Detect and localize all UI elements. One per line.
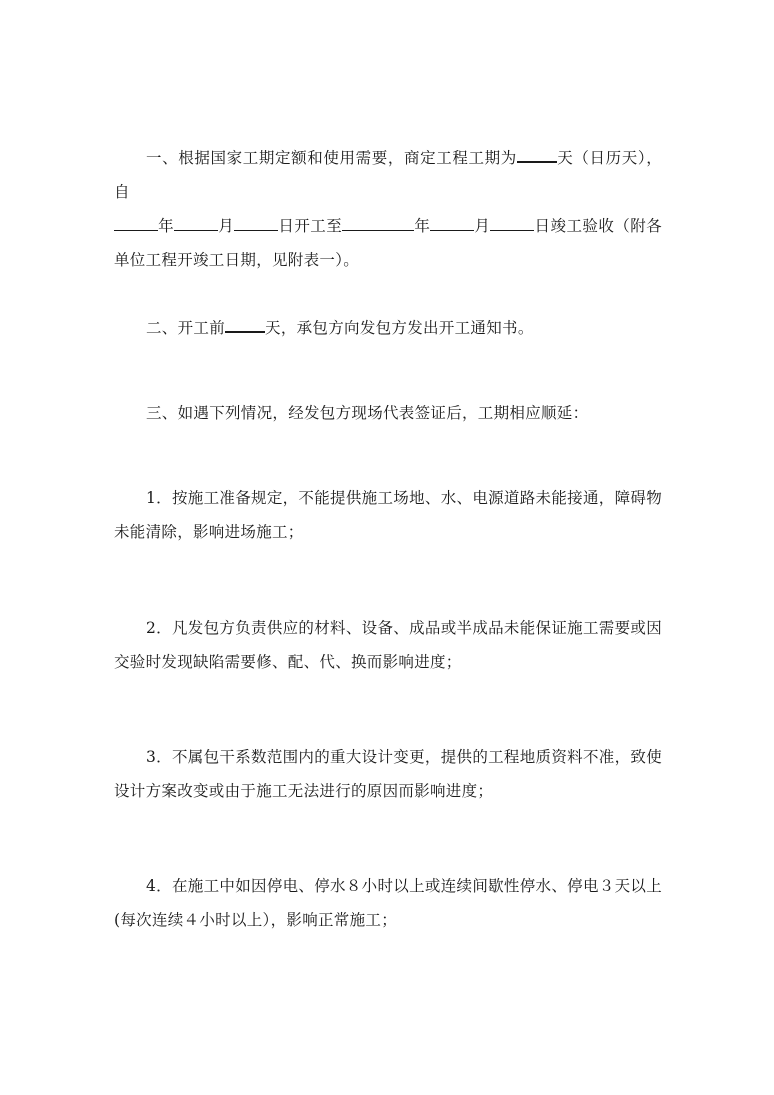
clause-1-text-f: 年 xyxy=(414,217,431,235)
clause-1-text-e: 日开工至 xyxy=(278,217,343,235)
clause-1-text-b: 天（日历天），自 xyxy=(114,149,662,201)
clause-2-start-notice xyxy=(114,311,662,345)
clause-2-text-b: 天，承包方向发包方发出开工通知书。 xyxy=(265,319,534,337)
clause-1-text-h: 日竣工验收（附各单位工程开竣工日期，见附表一）。 xyxy=(114,217,662,269)
end-day-blank[interactable] xyxy=(490,214,534,231)
start-year-blank[interactable] xyxy=(114,214,158,231)
start-day-blank[interactable] xyxy=(234,214,278,231)
list-item: 1．按施工准备规定，不能提供施工场地、水、电源道路未能接通，障碍物未能清除，影响进场施工； xyxy=(114,489,662,541)
start-month-blank[interactable] xyxy=(174,214,218,231)
clause-3-text: 三、如遇下列情况，经发包方现场代表签证后，工期相应顺延： xyxy=(146,404,589,422)
clause-1-text-g: 月 xyxy=(474,217,491,235)
list-item: 2．凡发包方负责供应的材料、设备、成品或半成品未能保证施工需要或因交验时发现缺陷需要修、配、代、换而影响进度； xyxy=(114,619,662,671)
list-item: 4．在施工中如因停电、停水８小时以上或连续间歇性停水、停电３天以上(每次连续４小时以上），影响正常施工； xyxy=(114,877,662,929)
clause-2-text-a: 二、开工前 xyxy=(146,319,226,337)
clause-1-text-c: 年 xyxy=(158,217,175,235)
days-blank[interactable] xyxy=(517,145,557,163)
notice-days-blank[interactable] xyxy=(225,315,265,333)
clause-1-text-a: 一、根据国家工期定额和使用需要，商定工程工期为 xyxy=(146,149,517,167)
clause-3-extension xyxy=(114,396,662,430)
end-year-blank[interactable] xyxy=(342,214,414,231)
clause-1-text-d: 月 xyxy=(218,217,235,235)
list-item: 3．不属包干系数范围内的重大设计变更，提供的工程地质资料不准，致使设计方案改变或由于施工无法进行的原因而影响进度； xyxy=(114,748,662,800)
clause-1-construction-period xyxy=(114,141,662,277)
end-month-blank[interactable] xyxy=(430,214,474,231)
